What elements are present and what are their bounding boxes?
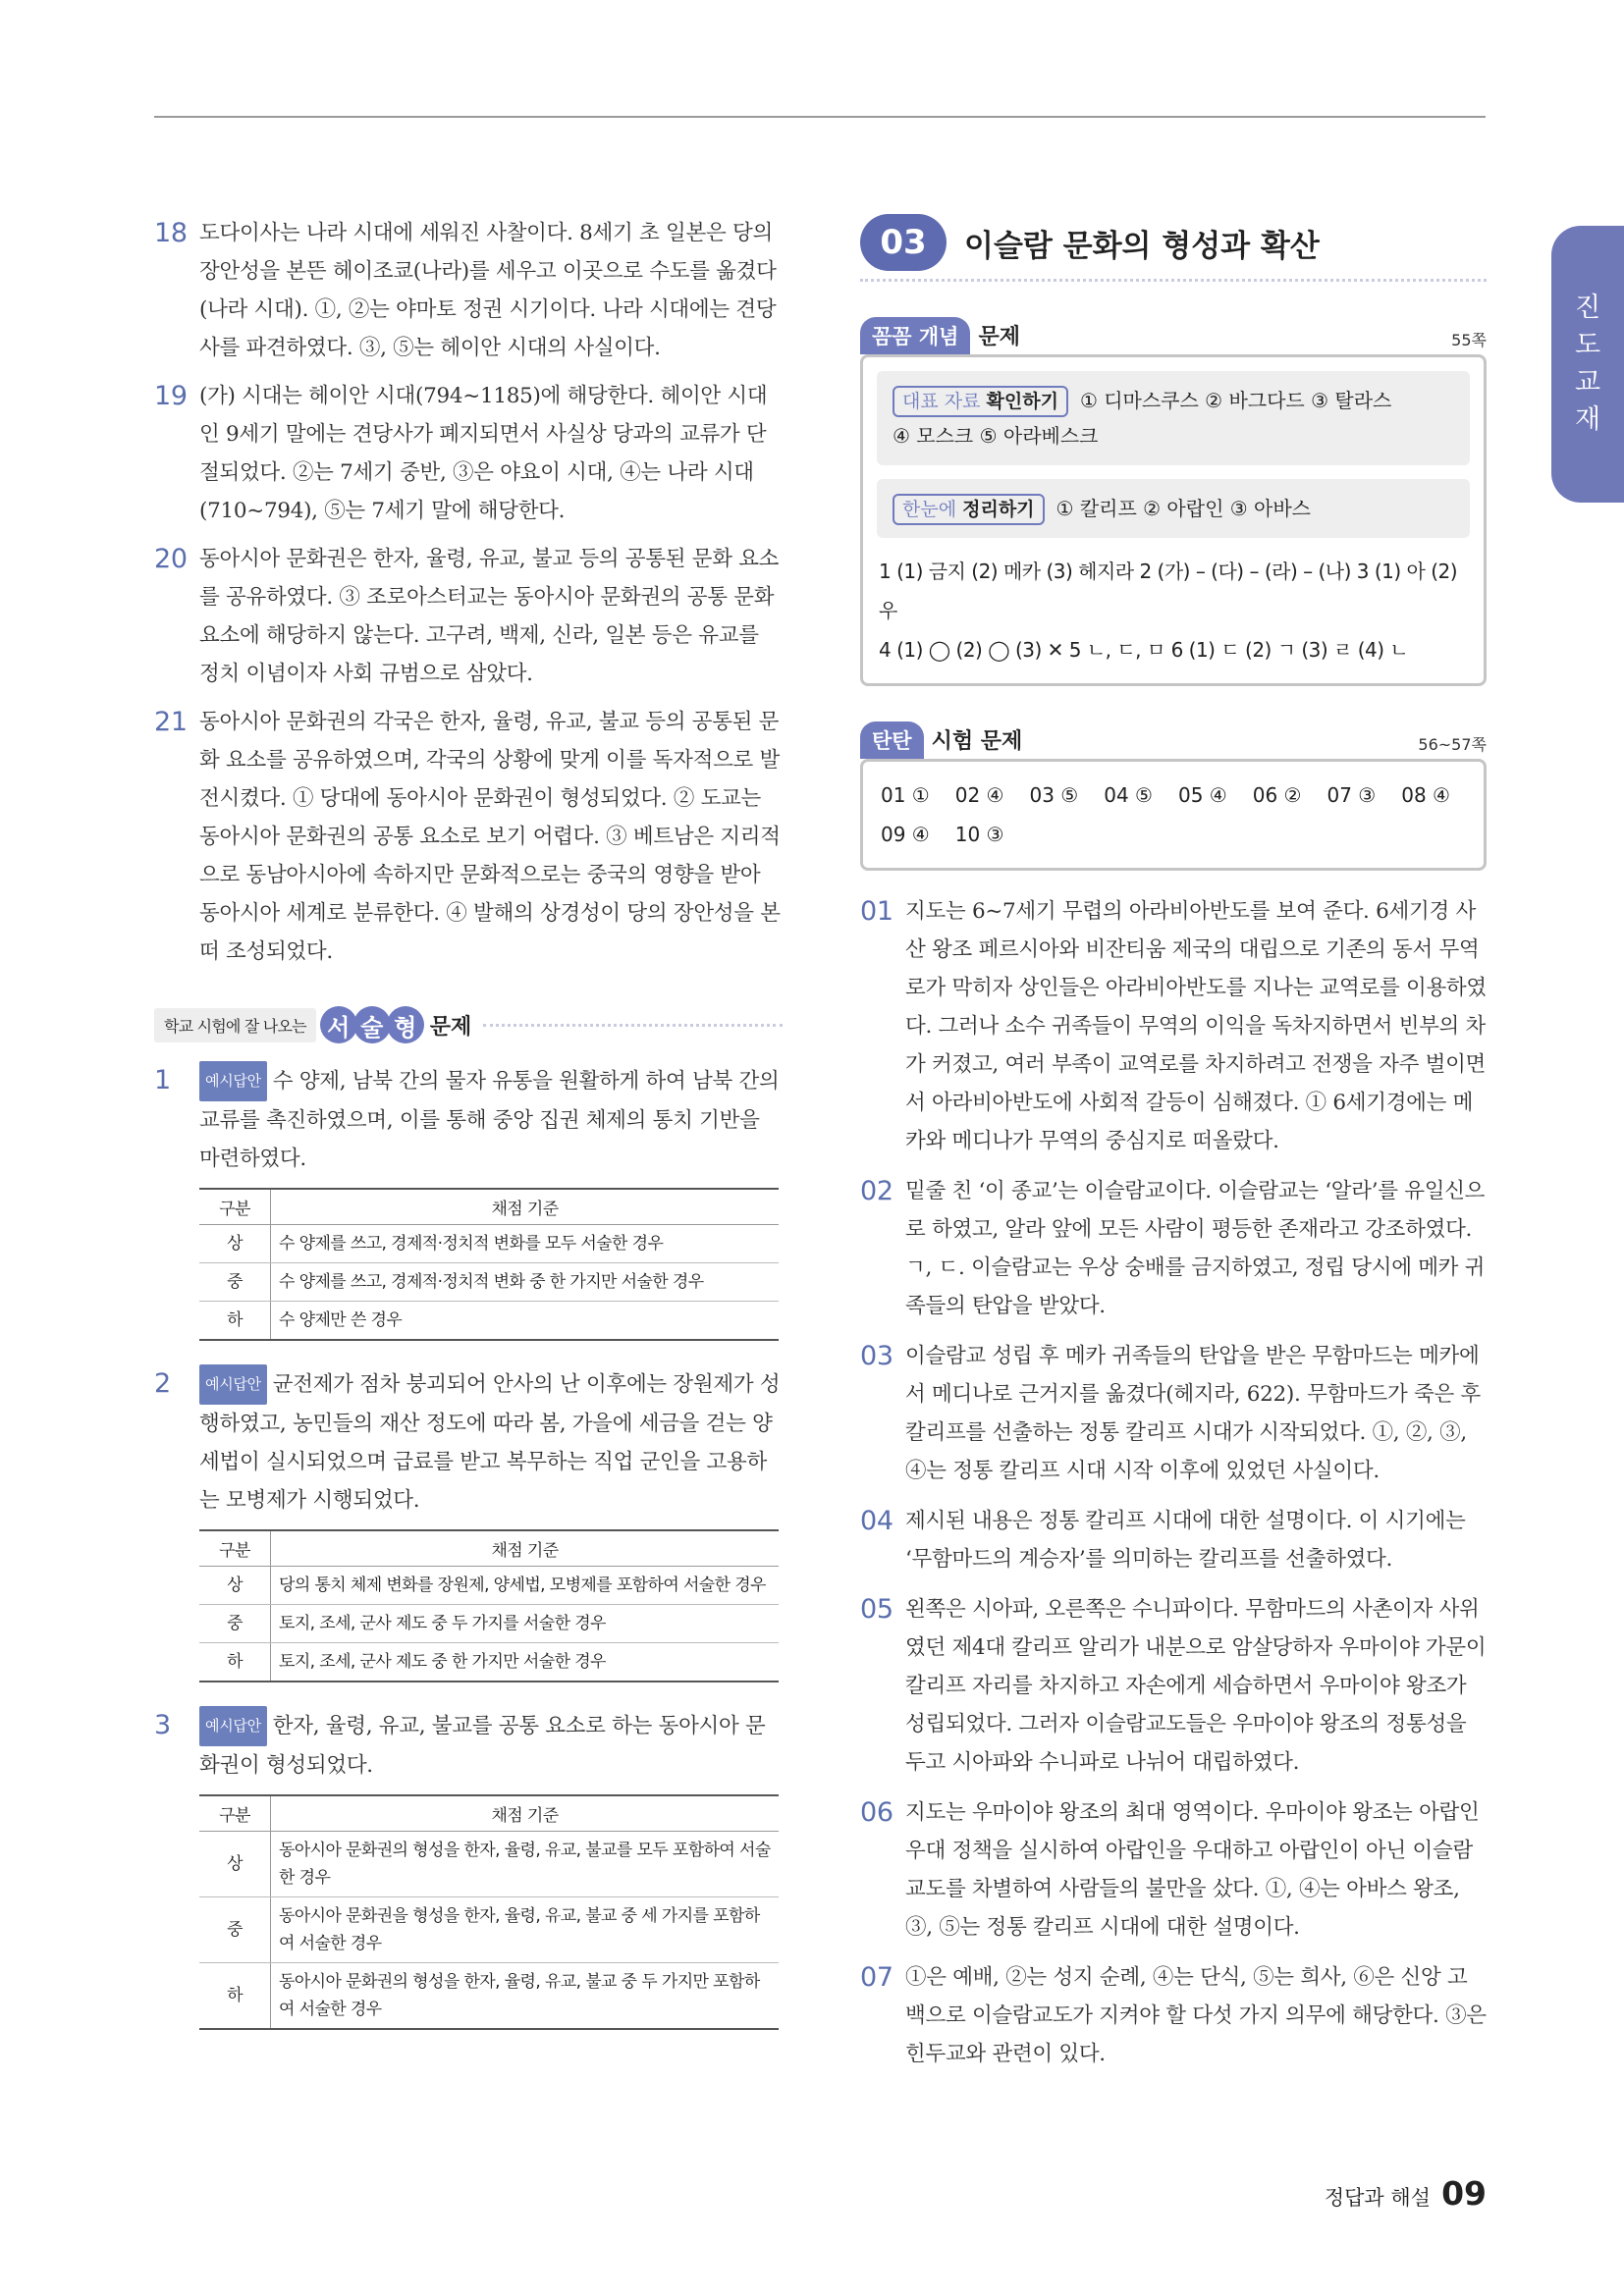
answer-item: [860, 1958, 1487, 2073]
answer-item: [154, 214, 783, 367]
answer-item: [860, 1172, 1487, 1325]
answer-item: [860, 1793, 1487, 1947]
grade-criteria: 동아시아 문화권을 형성을 한자, 율령, 유교, 불교 중 세 가지를 포함하여 서술한 경우: [271, 1897, 780, 1963]
section-word-char: 형: [387, 1006, 424, 1043]
grading-table: [199, 1794, 779, 2030]
item-text: 왼쪽은 시아파, 오른쪽은 수니파이다. 무함마드의 사촌이자 사위였던 제4대 칼리프 알리가 내분으로 암살당하자 우마이야 가문이 칼리프 자리를 차지하고 자손에게 세습하면서 우마이야 왕조가 성립되었다. 그러자 이슬람교도들은 우마이야 왕조의 정통성을 두고 시아파와 수니파로 나뉘어 대립하였다.: [905, 1597, 1487, 1775]
section-suffix: 문제: [429, 1014, 472, 1040]
summary-answers: ① 칼리프 ② 아랍인 ③ 아바스: [1056, 497, 1311, 520]
page-number: 09: [1441, 2174, 1487, 2213]
answer-item: [154, 703, 783, 971]
footer-label: 정답과 해설: [1324, 2186, 1431, 2210]
grade-criteria: 동아시아 문화권의 형성을 한자, 율령, 유교, 불교를 모두 포함하여 서술한 경우: [271, 1832, 780, 1897]
table-row: [199, 1567, 779, 1605]
test-answer: 09 ④: [881, 823, 930, 846]
page-reference: 56~57쪽: [1418, 735, 1487, 754]
item-number: 03: [860, 1341, 893, 1371]
item-text: 동아시아 문화권의 각국은 한자, 율령, 유교, 불교 등의 공통된 문화 요소를 공유하였으며, 각국의 상황에 맞게 이를 독자적으로 발전시켰다. ① 당대에 동아시아 문화권이 형성되었다. ② 도교는 동아시아 문화권의 공통 요소로 보기 어렵다. ③ 베트남은 지리적으로 동남아시아에 속하지만 문화적으로는 중국의 영향을 받아 동아시아 세계로 분류한다. ④ 발해의 상경성이 당의 장안성을 본떠 조성되었다.: [199, 710, 781, 964]
answer-item: [154, 377, 783, 530]
answer-item: [860, 1337, 1487, 1490]
test-answer: 07 ③: [1326, 783, 1377, 807]
pill-label-b: 정리하기: [962, 499, 1035, 520]
model-answer-tag: 예시답안: [199, 1061, 267, 1101]
answer-item: [154, 540, 783, 693]
test-answer: 06 ②: [1252, 783, 1302, 807]
item-number: 01: [860, 896, 893, 927]
item-number: 1: [154, 1065, 171, 1095]
section-word-char: 술: [353, 1006, 391, 1043]
left-column: [154, 214, 783, 2054]
table-header: 채점 기준: [271, 1795, 780, 1832]
concept-label: 꼼꼼 개념: [860, 317, 970, 354]
side-tab-char: 도: [1574, 330, 1601, 360]
section-number-badge: 03: [860, 214, 947, 271]
test-answer: 02 ④: [954, 783, 1004, 807]
grade-criteria: 수 양제를 쓰고, 경제적·정치적 변화 중 한 가지만 서술한 경우: [271, 1263, 780, 1302]
table-row: [199, 1225, 779, 1263]
item-text: 도다이사는 나라 시대에 세워진 사찰이다. 8세기 초 일본은 당의 장안성을 본뜬 헤이조쿄(나라)를 세우고 이곳으로 수도를 옮겼다(나라 시대). ①, ②는 야마토 정권 시기이다. 나라 시대에는 견당사를 파견하였다. ③, ⑤는 헤이안 시대의 사실이다.: [199, 221, 777, 360]
item-text: 수 양제, 남북 간의 물자 유통을 원활하게 하여 남북 간의 교류를 촉진하였으며, 이를 통해 중앙 집권 체제의 통치 기반을 마련하였다.: [199, 1069, 780, 1171]
item-number: 18: [154, 218, 188, 248]
table-row: [199, 1897, 779, 1963]
item-number: 07: [860, 1962, 893, 1993]
grading-table: [199, 1188, 779, 1341]
item-number: 2: [154, 1368, 171, 1399]
item-number: 05: [860, 1594, 893, 1625]
rep-answers: ① 디마스쿠스 ② 바그다드 ③ 탈라스: [1079, 389, 1392, 412]
table-header: 구분: [199, 1189, 271, 1225]
pill-label-a: 대표 자료: [902, 391, 981, 412]
essay-item: [154, 1706, 783, 1785]
grade-level: 중: [199, 1605, 271, 1643]
top-rule: [154, 116, 1486, 118]
section-word: [320, 1006, 420, 1043]
item-text: 밑줄 친 ‘이 종교’는 이슬람교이다. 이슬람교는 ‘알라’를 유일신으로 하였고, 알라 앞에 모든 사람이 평등한 존재라고 강조하였다. ㄱ, ㄷ. 이슬람교는 우상 숭배를 금지하였고, 정립 당시에 메카 귀족들의 탄압을 받았다.: [905, 1179, 1486, 1318]
grade-level: 하: [199, 1302, 271, 1341]
test-word: 시험 문제: [931, 729, 1023, 754]
model-answer-tag: 예시답안: [199, 1706, 267, 1746]
grade-level: 중: [199, 1897, 271, 1963]
table-row: [199, 1263, 779, 1302]
test-answer: 10 ③: [954, 823, 1004, 846]
item-text: 지도는 6~7세기 무렵의 아라비아반도를 보여 준다. 6세기경 사산 왕조 페르시아와 비잔티움 제국의 대립으로 기존의 동서 무역로가 막히자 상인들은 아라비아반도를 지나는 교역로를 이용하였다. 그러나 소수 귀족들이 무역의 이익을 독차지하면서 빈부의 차가 커졌고, 여러 부족이 교역로를 차지하려고 전쟁을 자주 벌이면서 아라비아반도에 사회적 갈등이 심해졌다. ① 6세기경에는 메카와 메디나가 무역의 중심지로 떠올랐다.: [905, 899, 1487, 1153]
section-word-char: 서: [320, 1006, 357, 1043]
table-row: [199, 1963, 779, 2030]
section-title: 이슬람 문화의 형성과 확산: [964, 228, 1320, 264]
item-text: 한자, 율령, 유교, 불교를 공통 요소로 하는 동아시아 문화권이 형성되었다.: [199, 1714, 766, 1778]
grading-table: [199, 1529, 779, 1682]
grade-criteria: 토지, 조세, 군사 제도 중 두 가지를 서술한 경우: [271, 1605, 780, 1643]
grade-level: 상: [199, 1567, 271, 1605]
grade-level: 중: [199, 1263, 271, 1302]
test-box-header: [860, 721, 1487, 759]
answer-item: [860, 1590, 1487, 1782]
table-row: [199, 1605, 779, 1643]
pill-label-b: 확인하기: [986, 391, 1058, 412]
representative-material-panel: [877, 371, 1470, 465]
table-header: 채점 기준: [271, 1189, 780, 1225]
test-answer: 03 ⑤: [1029, 783, 1079, 807]
grade-level: 상: [199, 1832, 271, 1897]
concept-word: 문제: [978, 325, 1020, 349]
section-prefix: 학교 시험에 잘 나오는: [154, 1008, 316, 1042]
side-tab: [1551, 226, 1624, 503]
answer-line: 4 (1) ◯ (2) ◯ (3) ✕ 5 ㄴ, ㄷ, ㅁ 6 (1) ㄷ (2) ㄱ (3) ㄹ (4) ㄴ: [879, 638, 1409, 662]
table-row: [199, 1643, 779, 1682]
item-number: 02: [860, 1176, 893, 1206]
summary-pill: [893, 494, 1045, 525]
grade-level: 상: [199, 1225, 271, 1263]
table-header: 채점 기준: [271, 1530, 780, 1567]
page-footer: [1325, 2174, 1487, 2213]
test-answers-row: [877, 775, 1470, 815]
test-answers-row: [877, 815, 1470, 854]
table-header: 구분: [199, 1530, 271, 1567]
dotted-divider: [483, 1024, 783, 1027]
grade-criteria: 당의 통치 체제 변화를 장원제, 양세법, 모병제를 포함하여 서술한 경우: [271, 1567, 780, 1605]
item-number: 20: [154, 544, 188, 574]
grade-level: 하: [199, 1963, 271, 2030]
answer-line: 1 (1) 금지 (2) 메카 (3) 헤지라 2 (가) – (다) – (라) – (나) 3 (1) 아 (2) 우: [879, 560, 1458, 622]
essay-item: [154, 1364, 783, 1520]
rep-material-pill: [893, 386, 1068, 417]
item-text: 균전제가 점차 붕괴되어 안사의 난 이후에는 장원제가 성행하였고, 농민들의 재산 정도에 따라 봄, 가을에 세금을 걷는 양세법이 실시되었으며 급료를 받고 복무하는 직업 군인을 고용하는 모병제가 시행되었다.: [199, 1372, 781, 1513]
concept-box-header: [860, 317, 1487, 354]
grade-level: 하: [199, 1643, 271, 1682]
item-text: 동아시아 문화권은 한자, 율령, 유교, 불교 등의 공통된 문화 요소를 공유하였다. ③ 조로아스터교는 동아시아 문화권의 공통 문화 요소에 해당하지 않는다. 고구려, 백제, 신라, 일본 등은 유교를 정치 이념이자 사회 규범으로 삼았다.: [199, 547, 780, 686]
test-label: 탄탄: [860, 721, 924, 759]
table-row: [199, 1832, 779, 1897]
essay-section-header: [154, 1006, 783, 1043]
item-number: 04: [860, 1506, 893, 1536]
item-text: (가) 시대는 헤이안 시대(794~1185)에 해당한다. 헤이안 시대인 9세기 말에는 견당사가 폐지되면서 사실상 당과의 교류가 단절되었다. ②는 7세기 중반, ③은 야요이 시대, ④는 나라 시대(710~794), ⑤는 7세기 말에 해당한다.: [199, 384, 768, 523]
test-answer: 05 ④: [1178, 783, 1227, 807]
grade-criteria: 수 양제만 쓴 경우: [271, 1302, 780, 1341]
item-text: 이슬람교 성립 후 메카 귀족들의 탄압을 받은 무함마드는 메카에서 메디나로 근거지를 옮겼다(헤지라, 622). 무함마드가 죽은 후 칼리프를 선출하는 정통 칼리프 시대가 시작되었다. ①, ②, ③, ④는 정통 칼리프 시대 시작 이후에 있었던 사실이다.: [905, 1344, 1481, 1483]
table-header: 구분: [199, 1795, 271, 1832]
answer-item: [860, 1502, 1487, 1578]
test-answer: 08 ④: [1401, 783, 1450, 807]
summary-panel: [877, 479, 1470, 538]
grade-criteria: 동아시아 문화권의 형성을 한자, 율령, 유교, 불교 중 두 가지만 포함하여 서술한 경우: [271, 1963, 780, 2030]
answer-item: [860, 892, 1487, 1160]
item-number: 06: [860, 1797, 893, 1828]
side-tab-char: 교: [1574, 367, 1601, 398]
concept-answer-box: [860, 354, 1487, 686]
item-number: 3: [154, 1710, 171, 1740]
page-reference: 55쪽: [1451, 331, 1487, 349]
item-text: 지도는 우마이야 왕조의 최대 영역이다. 우마이야 왕조는 아랍인 우대 정책을 실시하여 아랍인을 우대하고 아랍인이 아닌 이슬람교도를 차별하여 사람들의 불만을 샀다. ①, ④는 아바스 왕조, ③, ⑤는 정통 칼리프 시대에 대한 설명이다.: [905, 1800, 1480, 1940]
test-answer-box: [860, 759, 1487, 871]
pill-label-a: 한눈에: [902, 499, 957, 520]
test-answer: 04 ⑤: [1104, 783, 1153, 807]
item-text: ①은 예배, ②는 성지 순례, ④는 단식, ⑤는 희사, ⑥은 신앙 고백으로 이슬람교도가 지켜야 할 다섯 가지 의무에 해당한다. ③은 힌두교와 관련이 있다.: [905, 1965, 1487, 2066]
side-tab-char: 재: [1574, 404, 1601, 435]
section-title-bar: [860, 214, 1487, 282]
grade-criteria: 토지, 조세, 군사 제도 중 한 가지만 서술한 경우: [271, 1643, 780, 1682]
item-text: 제시된 내용은 정통 칼리프 시대에 대한 설명이다. 이 시기에는 ‘무함마드의 계승자’를 의미하는 칼리프를 선출하였다.: [905, 1509, 1466, 1572]
rep-answers-2: ④ 모스크 ⑤ 아라베스크: [893, 424, 1099, 448]
item-number: 21: [154, 707, 188, 737]
test-answer: 01 ①: [881, 783, 930, 807]
item-number: 19: [154, 381, 188, 411]
table-row: [199, 1302, 779, 1341]
essay-item: [154, 1061, 783, 1178]
grade-criteria: 수 양제를 쓰고, 경제적·정치적 변화를 모두 서술한 경우: [271, 1225, 780, 1263]
side-tab-char: 진: [1574, 293, 1601, 323]
right-column: [860, 214, 1487, 2085]
model-answer-tag: 예시답안: [199, 1364, 267, 1405]
